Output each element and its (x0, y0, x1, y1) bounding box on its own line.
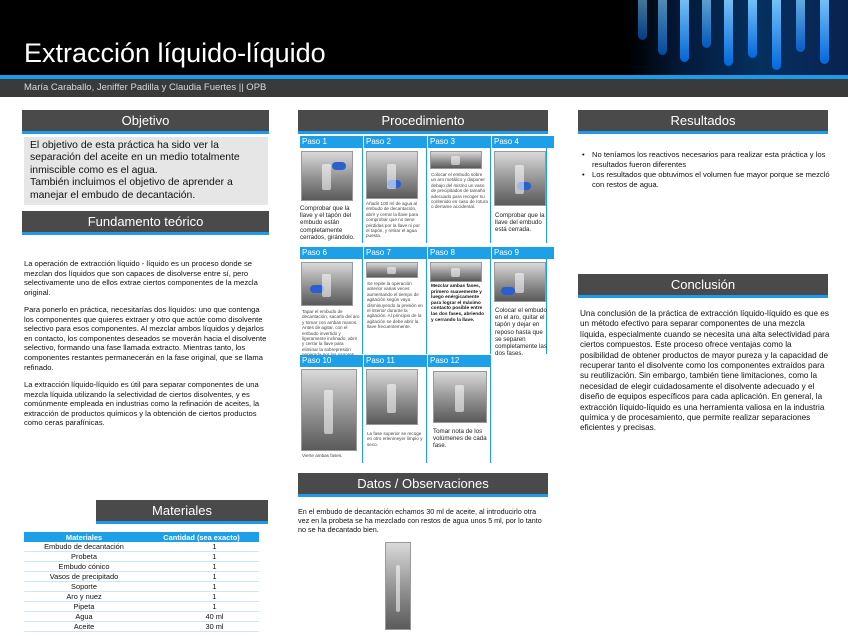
step-label: Paso 11 (364, 355, 426, 367)
test-tubes-image (628, 0, 848, 75)
step-10-text: Vierte ambas fases. (302, 453, 343, 458)
section-fundamento-heading: Fundamento teórico (22, 211, 269, 235)
step-label: Paso 2 (364, 136, 426, 148)
material-quantity: 1 (144, 552, 259, 562)
step-8-photo (430, 262, 482, 282)
step-12 (428, 355, 490, 367)
section-datos-heading: Datos / Observaciones (298, 473, 548, 497)
step-divider (362, 247, 363, 354)
material-quantity: 1 (144, 572, 259, 582)
step-9-text: Colocar el embudo en el aro, quitar el tapón y dejar en reposo hasta que se separen completamente las dos fases. (495, 307, 547, 358)
material-name: Embudo cónico (24, 562, 144, 572)
step-1-photo (301, 151, 353, 201)
datos-text: En el embudo de decantación echamos 30 ml de aceite, al introducirlo otra vez en la probeta se ha mezclado con restos de agua unos 5 ml, por lo tanto no se ha decantado bien. (298, 507, 542, 534)
step-8 (428, 247, 490, 259)
step-2-photo (366, 151, 418, 199)
materials-table (24, 532, 259, 632)
objetivo-text-1: El objetivo de esta práctica ha sido ver la separación del aceite en un medio totalmente inmiscible como es el agua. (30, 140, 240, 176)
list-item: • No teníamos los reactivos necesarios para realizar esta práctica y los resultados fueron diferentes (582, 150, 830, 169)
step-divider (426, 247, 427, 354)
step-6 (300, 247, 362, 259)
poster-header (0, 0, 848, 75)
table-row (24, 572, 259, 582)
step-divider (362, 136, 363, 243)
step-label: Paso 12 (428, 355, 490, 367)
step-10 (300, 355, 362, 367)
table-header-materiales: Materiales (24, 532, 144, 542)
step-label: Paso 7 (364, 247, 426, 259)
step-divider (490, 355, 491, 463)
step-divider (426, 136, 427, 243)
table-header-cantidad: Cantidad (sea exacto) (144, 532, 259, 542)
material-name: Aro y nuez (24, 592, 144, 602)
material-quantity: 1 (144, 562, 259, 572)
step-label: Paso 1 (300, 136, 362, 148)
table-row (24, 552, 259, 562)
material-quantity: 1 (144, 592, 259, 602)
table-row (24, 592, 259, 602)
material-name: Agua (24, 612, 144, 622)
poster-title: Extracción líquido-líquido (24, 38, 326, 68)
material-name: Pipeta (24, 602, 144, 612)
step-12-text: Tomar nota de los volúmenes de cada fase. (433, 428, 487, 450)
step-label: Paso 6 (300, 247, 362, 259)
step-7 (364, 247, 426, 259)
list-item: • Los resultados que obtuvimos el volumen fue mayor porque se mezcló con restos de agua. (582, 170, 830, 189)
step-label: Paso 3 (428, 136, 490, 148)
step-4-text: Comprobar que la llave del embudo está cerrada. (495, 212, 545, 234)
table-row (24, 562, 259, 572)
step-3 (428, 136, 490, 148)
table-row (24, 582, 259, 592)
material-quantity: 1 (144, 582, 259, 592)
step-7-text: Se repite la operación anterior varias veces aumentando el tiempo de agitación según vaya disminuyendo la presión en el interior durante la agitación. Al principio de la agitación se debe abrir la llave frecuentemente. (367, 281, 423, 330)
material-quantity: 30 ml (144, 622, 259, 632)
step-4-photo (494, 151, 546, 206)
step-label: Paso 10 (300, 355, 362, 367)
step-11-text: La fase superior se recoge en otro erlenmeyer limpio y seco. (367, 431, 423, 447)
objetivo-text-2: También incluimos el objetivo de aprender a manejar el embudo de decantación. (30, 177, 233, 201)
material-quantity: 1 (144, 542, 259, 552)
material-name: Aceite (24, 622, 144, 632)
section-conclusion-heading: Conclusión (578, 274, 828, 298)
step-3-photo (430, 151, 482, 169)
material-name: Probeta (24, 552, 144, 562)
material-name: Vasos de precipitado (24, 572, 144, 582)
conclusion-text: Una conclusión de la práctica de extracción líquido-líquido es que es un método efectivo para separar componentes de una mezcla líquida, especialmente cuando se necesita una alta selectividad para ciertos compuestos. Este proceso ofrece ventajas como la posibilidad de obtener productos de mayor pureza y la capacidad de recuperar tanto el disolvente como los componentes extraídos para su reutilización. Sin embargo, también tiene limitaciones, como la necesidad de elegir cuidadosamente el disolvente adecuado y el diseño de equipos específicos para cada aplicación. En general, la extracción líquido-líquido es una herramienta valiosa en la industria química y de procesamiento, que permite realizar separaciones eficientes y precisas. (580, 309, 830, 433)
material-quantity: 40 ml (144, 612, 259, 622)
resultados-list (582, 150, 830, 190)
datos-photo-probeta (385, 542, 411, 630)
objetivo-box (24, 137, 268, 205)
step-9-photo (494, 262, 546, 302)
fundamento-paragraph-3: La extracción líquido-líquido es útil para separar componentes de una mezcla líquida utilizando la selectividad de ciertos disolventes, y es comúnmente empleada en industrias como la refinación de aceites, la extracción de productos químicos y la obtención de ciertos productos como ceras parafínicas. (24, 380, 260, 428)
step-divider (426, 355, 427, 463)
fundamento-paragraph-2: Para ponerlo en práctica, necesitarías dos líquidos: uno que contenga los componentes que quieres extraer y otro que actúe como disolvente selectivo para esos componentes. Al mezclar ambos líquidos y dejarlos en contacto, los componentes deseados se moverán hacia el disolvente selectivo, formando una fase llamada extracto. Mientras tanto, los componentes restantes permanecerán en la fase original, que se llama refinado. (24, 305, 267, 372)
table-row (24, 602, 259, 612)
step-11 (364, 355, 426, 367)
step-1 (300, 136, 362, 148)
step-6-text: Tapar el embudo de decantación, sacarlo del aro y tomar con ambas manos. Antes de agitar, con el embudo invertido y ligeramente inclinado, abrir y cerrar la llave para eliminar la sobrepresión (302, 309, 360, 352)
step-divider (490, 136, 491, 243)
step-9 (492, 247, 554, 259)
step-3-text: Colocar el embudo sobre un aro metálico y disponer debajo del mismo un vaso de precipitados de tamaño adecuado para recoger su contenido en caso de rotura o derrame accidental. (431, 172, 488, 210)
material-quantity: 1 (144, 602, 259, 612)
table-header-row (24, 532, 259, 542)
step-11-photo (366, 369, 418, 425)
step-label: Paso 8 (428, 247, 490, 259)
step-2 (364, 136, 426, 148)
step-label: Paso 9 (492, 247, 554, 259)
step-2-text: Añadir 100 ml de agua al embudo de decantación, abrir y cerrar la llave para comprobar que no tiene pérdidas por la llave ni por el tapón, y retirar el agua puesta. (366, 201, 420, 239)
step-4 (492, 136, 554, 148)
table-row (24, 542, 259, 552)
step-1-text: Comprobar que la llave y el tapón del embudo están completamente cerrados, girándolo. (300, 205, 355, 241)
material-name: Soporte (24, 582, 144, 592)
authors: María Caraballo, Jeniffer Padilla y Claudia Fuertes || OPB (24, 82, 267, 93)
step-divider (490, 247, 491, 354)
step-divider (362, 355, 363, 463)
section-materiales-heading: Materiales (96, 500, 268, 524)
fundamento-paragraph-1: La operación de extracción líquido - líquido es un proceso donde se mezclan dos líquidos que son capaces de disolverse entre sí, pero selectivamente uno de ellos extrae ciertos componentes de la mezcla original. (24, 259, 258, 297)
material-name: Embudo de decantación (24, 542, 144, 552)
step-6-photo (301, 262, 353, 306)
table-row (24, 612, 259, 622)
step-7-photo (366, 262, 418, 278)
section-objetivo-heading: Objetivo (22, 110, 269, 134)
step-8-text: Mezclar ambas fases, primero suavemente y luego enérgicamente para lograr el máximo contacto posible entre las dos fases, abriendo y cerrando la llave. (431, 284, 485, 323)
step-label: Paso 4 (492, 136, 554, 148)
table-row (24, 622, 259, 632)
section-procedimiento-heading: Procedimiento (298, 110, 548, 134)
step-12-photo (433, 371, 487, 423)
step-10-photo (301, 369, 357, 451)
section-resultados-heading: Resultados (578, 110, 828, 134)
